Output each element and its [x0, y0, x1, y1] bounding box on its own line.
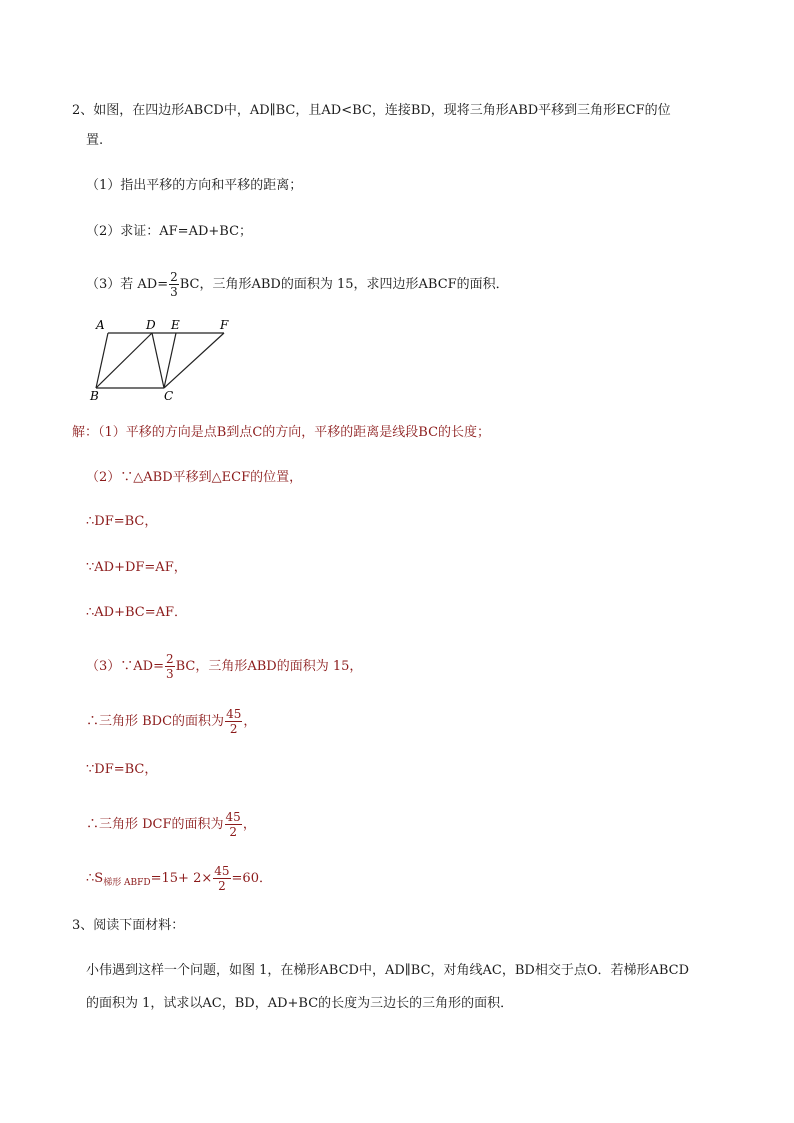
point-label-D: D [146, 318, 156, 332]
solution-part3-line1-fraction [165, 652, 175, 681]
q2-figure [88, 316, 258, 406]
q3-text-line2: 的面积为 1，试求以AC，BD，AD+BC的长度为三边长的三角形的面积． [86, 996, 514, 1011]
solution-part2-line2: ∴DF=BC， [86, 514, 158, 529]
segment-EC [164, 333, 176, 388]
solution-part3-line4-pre: ∴三角形 DCF的面积为 [86, 817, 224, 832]
fraction-numerator: 45 [214, 864, 230, 878]
q2-part3 [86, 270, 509, 299]
solution-part3-line1-post: BC，三角形ABD的面积为 15， [175, 659, 363, 674]
solution-part2-line1: （2）∵△ABD平移到△ECF的位置， [86, 470, 303, 485]
segment-AB [96, 333, 108, 388]
fraction-denominator: 2 [218, 879, 226, 893]
q3-text-line1: 小伟遇到这样一个问题，如图 1，在梯形ABCD中，AD∥BC，对角线AC，BD相交于点O．若梯形ABCD [86, 963, 690, 978]
solution-part2-line3: ∵AD+DF=AF， [86, 560, 187, 575]
fraction-denominator: 3 [170, 285, 178, 299]
solution-part3-line5-pre: ∴S [86, 871, 104, 886]
solution-part3-line1 [86, 652, 362, 681]
point-label-C: C [164, 389, 174, 403]
solution-part2-line4: ∴AD+BC=AF． [86, 605, 188, 620]
solution-part3-line1-pre: （3）∵AD= [86, 659, 164, 674]
point-label-F: F [220, 318, 229, 332]
q2-part3-pre: （3）若 AD= [86, 277, 169, 292]
solution-part3-line2-fraction [225, 707, 242, 736]
q2-part3-post: BC，三角形ABD的面积为 15，求四边形ABCF的面积． [179, 277, 509, 292]
q3-heading: 3、阅读下面材料： [72, 918, 185, 933]
solution-part3-line4 [86, 810, 256, 839]
solution-part1: 解：（1）平移的方向是点B到点C的方向，平移的距离是线段BC的长度； [72, 425, 491, 440]
solution-part3-line2-post: ， [243, 714, 257, 729]
q2-stem-line2: 置. [86, 133, 104, 148]
solution-part3-line5-post: =60． [231, 871, 272, 886]
q2-part3-fraction [169, 270, 179, 299]
q2-part1: （1）指出平移的方向和平移的距离； [86, 178, 303, 193]
segment-BD [96, 333, 152, 388]
point-label-A: A [96, 318, 105, 332]
fraction-numerator: 45 [225, 810, 241, 824]
solution-part3-line5-mid: =15+ 2× [150, 871, 213, 886]
fraction-denominator: 2 [229, 722, 238, 736]
point-label-E: E [171, 318, 180, 332]
segment-DC [152, 333, 164, 388]
solution-part3-line2-pre: ∴三角形 BDC的面积为 [86, 714, 225, 729]
solution-part3-line5 [86, 864, 272, 893]
q2-part2: （2）求证：AF=AD+BC； [86, 224, 253, 239]
fraction-numerator: 2 [170, 270, 178, 284]
solution-part3-line2 [86, 707, 256, 736]
fraction-denominator: 3 [165, 667, 174, 681]
solution-part3-line5-fraction [213, 864, 230, 893]
fraction-denominator: 2 [229, 825, 237, 839]
fraction-numerator: 2 [165, 652, 174, 666]
area-subscript: 梯形 ABFD [103, 878, 151, 888]
segment-CF [164, 333, 224, 388]
solution-part3-line3: ∵DF=BC， [86, 762, 158, 777]
point-label-B: B [90, 389, 99, 403]
q2-stem-line1: 2、如图，在四边形ABCD中，AD∥BC，且AD<BC，连接BD，现将三角形ABD平移到三角形ECF的位 [72, 103, 671, 118]
solution-part3-line4-fraction [225, 810, 242, 839]
fraction-numerator: 45 [226, 707, 242, 721]
solution-part3-line4-post: ， [242, 817, 256, 832]
